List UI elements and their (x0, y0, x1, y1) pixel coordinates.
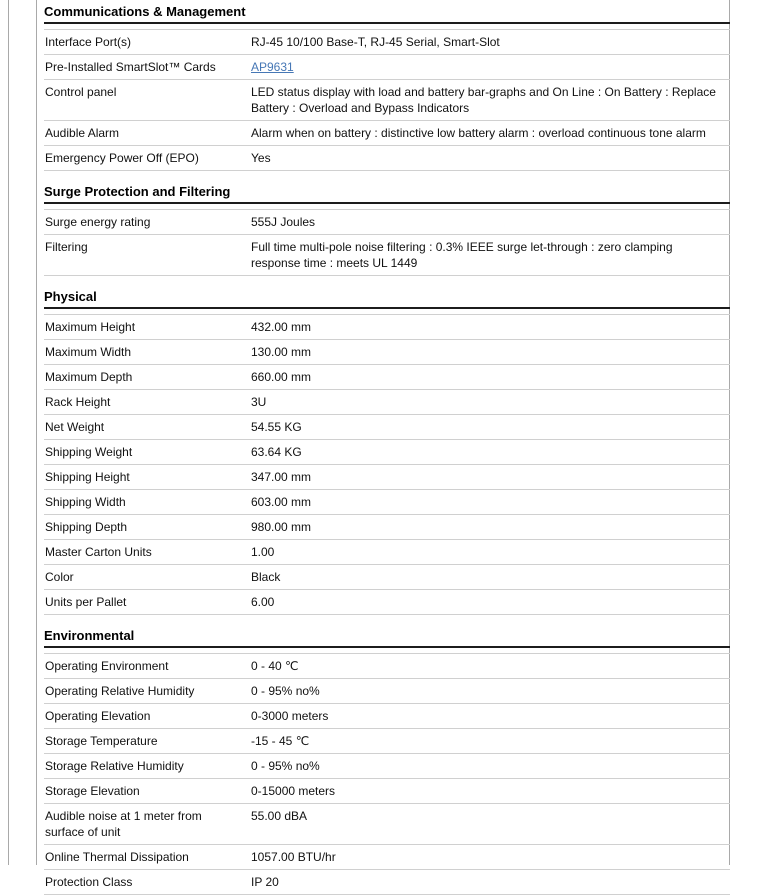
spec-value: 0 - 95% no% (250, 679, 730, 704)
spec-label: Audible Alarm (44, 121, 250, 146)
spec-row (44, 654, 730, 679)
spec-row (44, 390, 730, 415)
spec-value: RJ-45 10/100 Base-T, RJ-45 Serial, Smart-Slot (250, 30, 730, 55)
spec-value: 1057.00 BTU/hr (250, 845, 730, 870)
spec-section-communications-management (44, 4, 730, 171)
spec-label: Storage Elevation (44, 779, 250, 804)
spec-value: 555J Joules (250, 210, 730, 235)
spec-label: Maximum Width (44, 340, 250, 365)
spec-row (44, 415, 730, 440)
spec-label: Surge energy rating (44, 210, 250, 235)
spec-label: Online Thermal Dissipation (44, 845, 250, 870)
spec-row (44, 779, 730, 804)
spec-row (44, 235, 730, 276)
spec-value: LED status display with load and battery bar-graphs and On Line : On Battery : Replace Battery : Overload and Bypass Indicators (250, 80, 730, 121)
spec-value: 980.00 mm (250, 515, 730, 540)
spec-label: Rack Height (44, 390, 250, 415)
spec-label: Units per Pallet (44, 590, 250, 615)
spec-value: 3U (250, 390, 730, 415)
spec-label: Control panel (44, 80, 250, 121)
spec-row (44, 30, 730, 55)
spec-value (250, 55, 730, 80)
spec-label: Interface Port(s) (44, 30, 250, 55)
spec-row (44, 804, 730, 845)
spec-value: 6.00 (250, 590, 730, 615)
spec-label: Storage Relative Humidity (44, 754, 250, 779)
spec-row (44, 55, 730, 80)
spec-label: Pre-Installed SmartSlot™ Cards (44, 55, 250, 80)
spec-section-surge-protection-filtering (44, 184, 730, 276)
spec-value: 130.00 mm (250, 340, 730, 365)
spec-value: 0-15000 meters (250, 779, 730, 804)
spec-value: 54.55 KG (250, 415, 730, 440)
spec-value: 55.00 dBA (250, 804, 730, 845)
spec-value: Yes (250, 146, 730, 171)
spec-value: Alarm when on battery : distinctive low battery alarm : overload continuous tone alarm (250, 121, 730, 146)
spec-row (44, 365, 730, 390)
smartslot-card-link[interactable]: AP9631 (251, 60, 294, 74)
spec-value: IP 20 (250, 870, 730, 895)
spec-label: Shipping Weight (44, 440, 250, 465)
spec-row (44, 704, 730, 729)
spec-row (44, 80, 730, 121)
spec-table-environmental (44, 653, 730, 895)
spec-label: Operating Environment (44, 654, 250, 679)
spec-label: Maximum Height (44, 315, 250, 340)
spec-table-physical (44, 314, 730, 615)
spec-label: Protection Class (44, 870, 250, 895)
spec-label: Storage Temperature (44, 729, 250, 754)
spec-label: Color (44, 565, 250, 590)
spec-value: 432.00 mm (250, 315, 730, 340)
spec-row (44, 870, 730, 895)
spec-row (44, 515, 730, 540)
spec-label: Master Carton Units (44, 540, 250, 565)
spec-row (44, 490, 730, 515)
spec-section-environmental (44, 628, 730, 895)
spec-row (44, 121, 730, 146)
spec-value: 347.00 mm (250, 465, 730, 490)
spec-value: 660.00 mm (250, 365, 730, 390)
spec-row (44, 340, 730, 365)
spec-row (44, 565, 730, 590)
spec-row (44, 210, 730, 235)
section-title-communications-management: Communications & Management (44, 4, 730, 24)
spec-value: 1.00 (250, 540, 730, 565)
spec-label: Shipping Depth (44, 515, 250, 540)
section-title-physical: Physical (44, 289, 730, 309)
spec-value: Full time multi-pole noise filtering : 0.3% IEEE surge let-through : zero clamping response time : meets UL 1449 (250, 235, 730, 276)
page-border-outer-line (8, 0, 9, 865)
spec-row (44, 315, 730, 340)
spec-table-communications-management (44, 29, 730, 171)
spec-row (44, 440, 730, 465)
spec-row (44, 465, 730, 490)
spec-row (44, 679, 730, 704)
spec-label: Audible noise at 1 meter from surface of unit (44, 804, 250, 845)
spec-value: 603.00 mm (250, 490, 730, 515)
page-border-inner-line (36, 0, 37, 865)
spec-row (44, 729, 730, 754)
spec-label: Filtering (44, 235, 250, 276)
spec-label: Emergency Power Off (EPO) (44, 146, 250, 171)
section-title-environmental: Environmental (44, 628, 730, 648)
spec-sheet (44, 4, 730, 895)
section-title-surge-protection-filtering: Surge Protection and Filtering (44, 184, 730, 204)
spec-value: Black (250, 565, 730, 590)
spec-row (44, 845, 730, 870)
spec-label: Maximum Depth (44, 365, 250, 390)
spec-section-physical (44, 289, 730, 615)
spec-row (44, 754, 730, 779)
spec-row (44, 540, 730, 565)
spec-label: Operating Relative Humidity (44, 679, 250, 704)
spec-label: Operating Elevation (44, 704, 250, 729)
spec-label: Net Weight (44, 415, 250, 440)
spec-value: 0 - 40 ℃ (250, 654, 730, 679)
spec-label: Shipping Height (44, 465, 250, 490)
spec-value: 63.64 KG (250, 440, 730, 465)
spec-value: -15 - 45 ℃ (250, 729, 730, 754)
spec-value: 0-3000 meters (250, 704, 730, 729)
spec-value: 0 - 95% no% (250, 754, 730, 779)
spec-label: Shipping Width (44, 490, 250, 515)
spec-row (44, 146, 730, 171)
spec-table-surge-protection-filtering (44, 209, 730, 276)
spec-row (44, 590, 730, 615)
